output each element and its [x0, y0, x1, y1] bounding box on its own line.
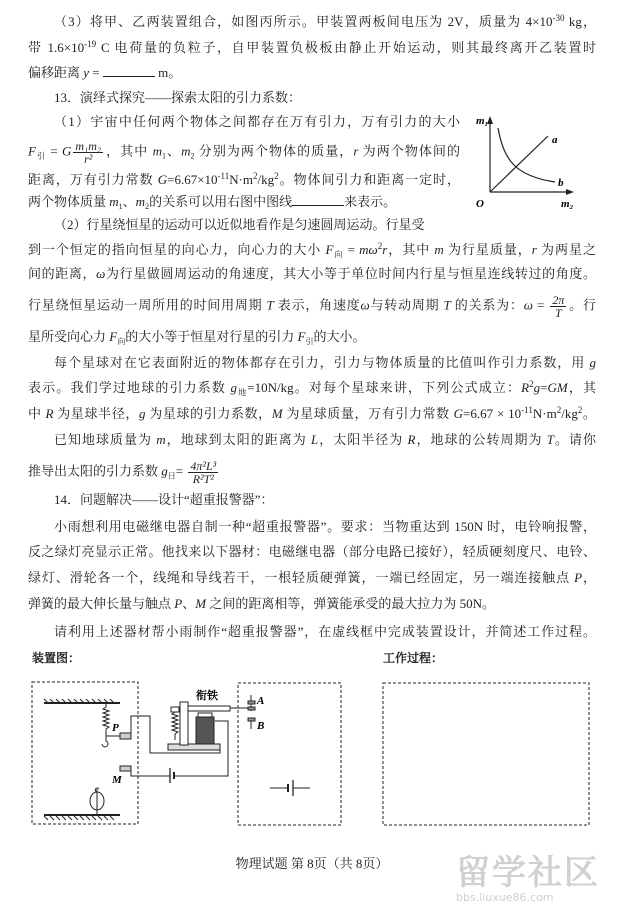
- text-line: [28, 140, 460, 165]
- relay-base: [168, 744, 220, 750]
- page-footer: 物理试题 第 8页（共 8页）: [235, 856, 389, 871]
- text: kg，: [564, 14, 596, 29]
- text: 距离，万有引力常数: [28, 172, 158, 187]
- math-variable: g: [161, 463, 168, 479]
- text: ，: [582, 570, 596, 585]
- text: 到一个恒定的指向恒星的向心力，向心力的大小: [28, 242, 326, 257]
- math-variable: P: [574, 570, 583, 585]
- x-axis-arrow: [566, 189, 574, 195]
- answer-blank[interactable]: [103, 64, 155, 77]
- math-variable: G: [453, 406, 464, 421]
- text: ，其中: [387, 242, 435, 257]
- text: C 电荷量的负粒子，自甲装置负极板由静止开始运动，则其最终离开乙装置时: [96, 40, 596, 55]
- math-variable: R: [521, 380, 530, 395]
- text-line: [28, 431, 596, 449]
- text: 两个物体质量: [28, 194, 110, 209]
- math-variable: R: [407, 432, 416, 447]
- text: 反之绿灯亮显示正常。他找来以下器材：电磁继电器（部分电路已接好），轻质硬刻度尺、电铃、: [28, 544, 596, 559]
- text-line: [28, 595, 596, 613]
- logo-url: bbs.liuxue86.com: [456, 891, 554, 904]
- relay-post: [180, 702, 188, 745]
- math-variable: ω: [360, 297, 370, 313]
- math-variable: R: [45, 406, 54, 421]
- math-variable: F: [109, 329, 118, 344]
- text-line: [28, 113, 460, 131]
- contact-p-label: P: [112, 722, 119, 734]
- text: 每个星球对在它表面附近的物体都存在引力，引力与物体质量的比值叫作引力系数，用: [54, 355, 590, 370]
- math-variable: F: [297, 329, 306, 344]
- math-variable: g: [138, 406, 146, 421]
- text-line: [28, 623, 596, 641]
- fraction: [188, 460, 218, 485]
- text: 。行: [568, 297, 596, 313]
- text: 的大小。: [313, 329, 366, 344]
- text: =: [46, 143, 62, 159]
- math-variable: F: [28, 143, 36, 159]
- text-line: [28, 39, 596, 57]
- text: 带 1.6×10: [28, 40, 85, 55]
- text: ，地球到太阳的距离为: [165, 432, 311, 447]
- math-variable: P: [174, 596, 183, 611]
- subscript: 引: [35, 151, 47, 161]
- math-variable: T: [443, 297, 451, 313]
- text: m。: [154, 65, 182, 80]
- text: N·m: [532, 406, 557, 421]
- text-line: [28, 193, 460, 211]
- text-line: [28, 64, 596, 82]
- text: 中: [28, 406, 46, 421]
- math-variable: ω: [96, 266, 106, 281]
- graph-line-a: [490, 136, 548, 192]
- text: 已知地球质量为: [54, 432, 157, 447]
- subscript: 日: [167, 471, 176, 481]
- y-axis-label: m₁: [476, 115, 489, 127]
- math-variable: m: [181, 143, 191, 159]
- math-variable: G: [157, 172, 168, 187]
- device-diagram-label: 装置图：: [32, 651, 81, 665]
- work-process-label: 工作过程：: [383, 651, 444, 665]
- denominator: r²: [84, 152, 93, 166]
- graph-line-b: [498, 128, 555, 182]
- text: =: [343, 242, 360, 257]
- armature: [188, 706, 230, 711]
- subscript: 1: [118, 202, 123, 211]
- text: 。: [582, 406, 596, 421]
- text-line: [28, 13, 596, 31]
- relay-spring-top: [171, 707, 179, 712]
- text: 行星绕恒星运动一周所用的时间用周期: [28, 297, 267, 313]
- superscript: 2: [274, 171, 279, 181]
- text: 来表示。: [344, 194, 397, 209]
- text: 间的距离，: [28, 266, 97, 281]
- math-variable: g: [533, 380, 541, 395]
- text-line: [28, 294, 596, 319]
- contact-m-label: M: [112, 774, 122, 786]
- text: =: [540, 380, 548, 395]
- text: 表示，角速度: [273, 297, 361, 313]
- text: 。物体间引力和距离一定时，: [278, 172, 460, 187]
- text: =6.67×10: [167, 172, 218, 187]
- superscript: 2: [556, 405, 562, 415]
- fraction: [73, 140, 103, 165]
- math-variable: F: [325, 242, 334, 257]
- text-line: [28, 491, 596, 509]
- superscript: -11: [521, 405, 533, 415]
- text: =10N/kg。对每个星球来讲，下列公式成立：: [247, 380, 522, 395]
- text: 14．问题解决——设计“超重报警器”：: [54, 492, 274, 507]
- logo-text: 留学社区: [456, 853, 600, 893]
- relay-spring: [172, 712, 178, 740]
- spring: [103, 703, 109, 735]
- superscript: 2: [577, 405, 583, 415]
- text: 与转动周期: [369, 297, 444, 313]
- armature-label: 衔铁: [196, 689, 218, 702]
- math-variable: r: [531, 242, 537, 257]
- text: ，其: [567, 380, 596, 395]
- denominator: R²T²: [192, 472, 214, 486]
- dashed-box-right: [383, 683, 589, 825]
- text: 分别为两个物体的质量，: [194, 143, 354, 159]
- text-line: [28, 328, 596, 346]
- text-line: [28, 216, 460, 234]
- math-variable: m: [152, 143, 162, 159]
- line-a-label: a: [552, 134, 558, 146]
- text: （1）宇宙中任何两个物体之间都存在万有引力，万有引力的大小: [54, 114, 460, 129]
- text: 为行星质量，: [443, 242, 532, 257]
- watermark-logo: [456, 855, 600, 904]
- text: 为两个物体间的: [358, 143, 460, 159]
- electromagnet-coil: [196, 717, 214, 744]
- text: 、: [182, 596, 196, 611]
- text: N·m: [229, 172, 254, 187]
- text: 弹簧的最大伸长量与触点: [28, 596, 175, 611]
- subscript: 1: [161, 151, 166, 161]
- contact-a: [248, 701, 255, 704]
- superscript: 2: [529, 379, 534, 389]
- text: =: [175, 463, 187, 479]
- math-variable: m: [135, 194, 146, 209]
- text: 。请你: [553, 432, 596, 447]
- text-line: [28, 171, 460, 189]
- text: 13．演绎式探究——探索太阳的引力系数：: [54, 90, 302, 105]
- text: 为星球半径，: [53, 406, 139, 421]
- text-line: [28, 405, 596, 423]
- math-variable: G: [62, 143, 72, 159]
- text: 的大小等于恒星对行星的引力: [125, 329, 298, 344]
- text: 星所受向心力: [28, 329, 110, 344]
- hook-icon: [102, 733, 108, 747]
- contact-b-label: B: [257, 720, 265, 732]
- text: ，地球的公转周期为: [415, 432, 547, 447]
- text: （3）将甲、乙两装置组合，如图丙所示。甲装置两板间电压为 2V，质量为 4×10: [54, 14, 553, 29]
- math-variable: L: [310, 432, 319, 447]
- device-diagram: [0, 675, 624, 835]
- numerator: m₁m₂: [75, 139, 102, 153]
- math-variable: m: [156, 432, 166, 447]
- wire-m: [131, 770, 170, 776]
- subscript: 地: [236, 388, 248, 397]
- superscript: 2: [377, 241, 383, 251]
- text-line: [28, 89, 596, 107]
- numerator: 4π²L³: [190, 459, 217, 473]
- contact-m: [120, 766, 131, 771]
- text-line: [28, 543, 596, 561]
- subscript: 向: [333, 250, 344, 259]
- math-variable: T: [266, 297, 274, 313]
- text: 推导出太阳的引力系数: [28, 463, 162, 479]
- text: 、: [122, 194, 136, 209]
- text-line: [28, 265, 596, 283]
- m1-m2-graph: [470, 110, 580, 215]
- denominator: T: [555, 306, 562, 320]
- superscript: -19: [84, 39, 97, 49]
- text: 小雨想利用电磁继电器自制一种“超重报警器”。要求：当物重达到 150N 时，电铃响报警，: [54, 519, 596, 534]
- math-variable: y: [83, 65, 90, 80]
- text: 为星球质量，万有引力常数: [282, 406, 454, 421]
- math-variable: m: [434, 242, 444, 257]
- text: 之间的距离相等，弹簧能承受的最大拉力为 50N。: [206, 596, 495, 611]
- text: 的关系可以用右图中图线: [149, 194, 293, 209]
- text-line: [28, 518, 596, 536]
- text: /kg: [561, 406, 578, 421]
- contact-a-label: A: [257, 695, 265, 707]
- subscript: 2: [145, 202, 150, 211]
- x-axis-label: m₂: [561, 198, 574, 210]
- text-line: [28, 241, 596, 259]
- text: 、: [165, 143, 182, 159]
- math-variable: ω: [523, 297, 533, 313]
- contact-b: [248, 718, 255, 721]
- text: ，其中: [105, 143, 153, 159]
- text: 为两星之: [536, 242, 596, 257]
- subscript: 2: [190, 151, 195, 161]
- text: =: [89, 65, 103, 80]
- text: 为行星做圆周运动的角速度，其大小等于单位时间内行星与恒星连线转过的角度。: [105, 266, 596, 281]
- line-b-label: b: [558, 177, 564, 189]
- ground-hatch: [44, 816, 114, 820]
- math-variable: r: [353, 143, 359, 159]
- text-line: [28, 379, 596, 397]
- superscript: -11: [217, 171, 230, 181]
- origin-label: O: [476, 198, 484, 210]
- math-variable: g: [230, 380, 237, 395]
- text: =: [532, 297, 549, 313]
- text: 绿灯、滑轮各一个，线绳和导线若干，一根轻质硬弹簧，一端已经固定，另一端连接触点: [28, 570, 575, 585]
- math-variable: m: [109, 194, 119, 209]
- math-variable: M: [195, 596, 207, 611]
- answer-blank[interactable]: [292, 193, 344, 206]
- superscript: -30: [552, 13, 565, 23]
- text: 偏移距离: [28, 65, 84, 80]
- math-variable: mω: [359, 242, 378, 257]
- math-variable: r: [382, 242, 388, 257]
- text: /kg: [257, 172, 275, 187]
- superscript: 2: [253, 171, 258, 181]
- text: 请利用上述器材帮小雨制作“超重报警器”，在虚线框中完成装置设计，并简述工作过程。: [54, 624, 596, 639]
- math-variable: g: [589, 355, 596, 370]
- math-variable: T: [546, 432, 554, 447]
- text: 的关系为：: [450, 297, 524, 313]
- fraction: [550, 294, 566, 319]
- text-line: [28, 460, 596, 485]
- subscript: 向: [117, 337, 126, 346]
- subscript: 引: [305, 337, 314, 346]
- text: 表示。我们学过地球的引力系数: [28, 380, 231, 395]
- math-variable: GM: [547, 380, 568, 395]
- text-line: [28, 354, 596, 372]
- text: ，太阳半径为: [318, 432, 408, 447]
- contact-p: [120, 733, 131, 739]
- text: 为星球的引力系数，: [145, 406, 272, 421]
- math-variable: M: [271, 406, 283, 421]
- text: （2）行星绕恒星的运动可以近似地看作是匀速圆周运动。行星受: [54, 217, 425, 232]
- text: =6.67 × 10: [463, 406, 522, 421]
- numerator: 2π: [552, 293, 565, 307]
- text-line: [28, 569, 596, 587]
